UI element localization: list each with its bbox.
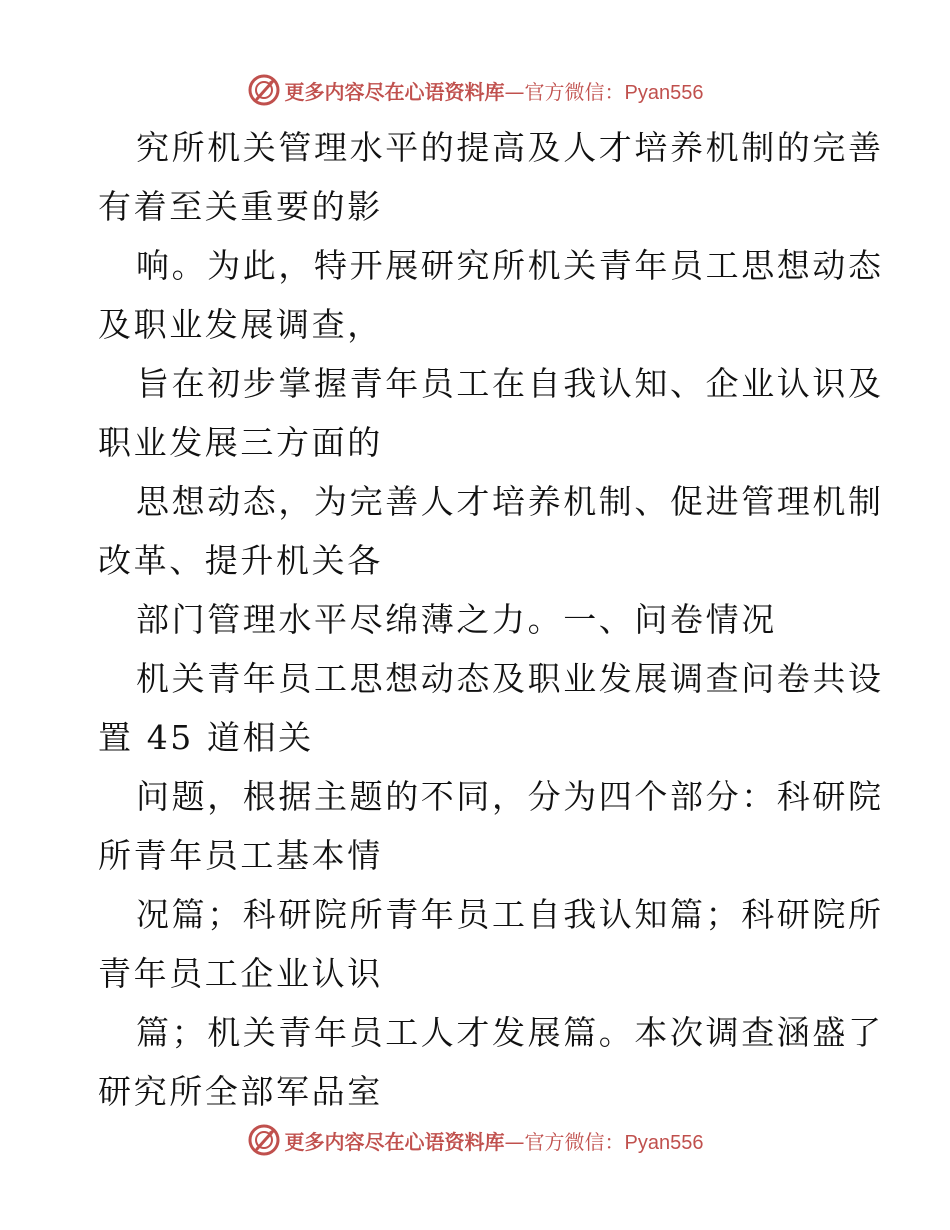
text-line: 旨在初步掌握青年员工在自我认知、企业认识及	[136, 364, 884, 403]
text-line: 及职业发展调查，	[98, 305, 383, 344]
page-header-watermark	[0, 70, 950, 110]
text-line: 有着至关重要的影	[98, 187, 383, 226]
text-line: 研究所全部军品室	[98, 1072, 383, 1111]
watermark-main: 更多内容尽在心语资料库	[284, 1129, 505, 1154]
text-line: 究所机关管理水平的提高及人才培养机制的完善	[136, 128, 884, 167]
watermark-text	[285, 1126, 704, 1155]
watermark-label: 官方微信：	[524, 1129, 625, 1154]
watermark	[247, 1123, 704, 1157]
seal-logo-icon	[247, 1123, 281, 1157]
seal-logo-icon	[247, 73, 281, 107]
text-line: 所青年员工基本情	[98, 836, 383, 875]
text-line: 机关青年员工思想动态及职业发展调查问卷共设	[136, 659, 884, 698]
text-line: 置 45 道相关	[98, 718, 314, 757]
text-line: 篇；机关青年员工人才发展篇。本次调查涵盛了	[136, 1013, 884, 1052]
text-line: 青年员工企业认识	[98, 954, 383, 993]
watermark-separator: —	[504, 1129, 525, 1154]
watermark	[247, 73, 704, 107]
page-footer-watermark	[0, 1120, 950, 1160]
text-line: 改革、提升机关各	[98, 541, 383, 580]
watermark-id: Pyan556	[624, 81, 704, 104]
watermark-main: 更多内容尽在心语资料库	[284, 79, 505, 104]
document-body	[98, 118, 884, 1121]
text-line: 职业发展三方面的	[98, 423, 383, 462]
text-line: 响。为此，特开展研究所机关青年员工思想动态	[136, 246, 884, 285]
watermark-text	[285, 76, 704, 105]
watermark-label: 官方微信：	[524, 79, 625, 104]
text-line: 况篇；科研院所青年员工自我认知篇；科研院所	[136, 895, 884, 934]
watermark-separator: —	[504, 79, 525, 104]
watermark-id: Pyan556	[624, 1131, 704, 1154]
text-line: 部门管理水平尽绵薄之力。一、问卷情况	[136, 600, 777, 639]
text-line: 思想动态，为完善人才培养机制、促进管理机制	[136, 482, 884, 521]
text-line: 问题，根据主题的不同，分为四个部分：科研院	[136, 777, 884, 816]
